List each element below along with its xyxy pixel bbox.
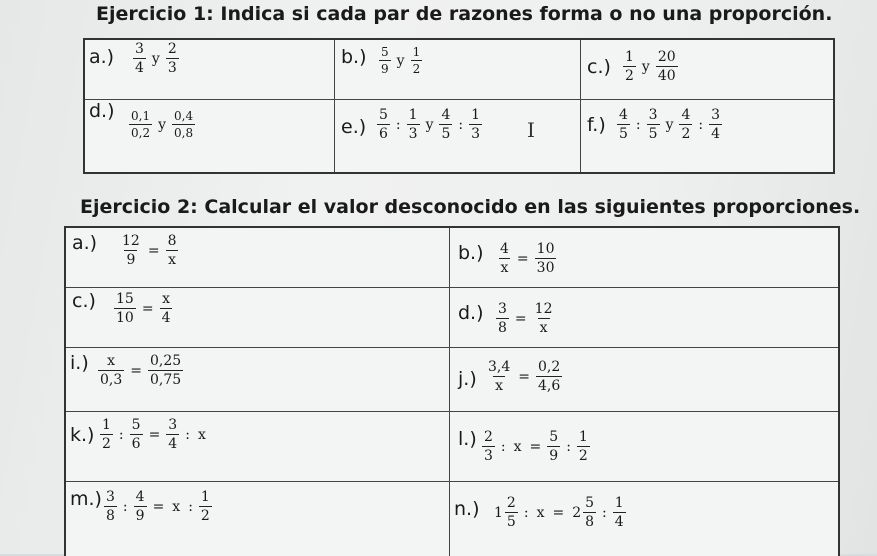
ratio-colon: : — [602, 504, 607, 521]
denominator: 5 — [506, 514, 516, 530]
equals-sign: = — [529, 438, 542, 455]
numerator: 12 — [122, 233, 140, 249]
ratio-colon: : — [188, 498, 193, 515]
unknown-x: x — [513, 438, 522, 455]
exercise-2-title: Ejercicio 2: Calcular el valor desconocido en las siguientes proporciones. — [80, 196, 861, 218]
ratio-colon: : — [458, 116, 464, 133]
numerator: 3 — [498, 301, 507, 317]
unknown-x: x — [536, 504, 545, 521]
proportion-n — [490, 496, 628, 529]
numerator: 15 — [116, 291, 134, 307]
denominator: 40 — [657, 68, 676, 84]
denominator: 2 — [412, 62, 421, 76]
ratio-colon: : — [500, 438, 506, 455]
numerator: 0,25 — [150, 353, 182, 369]
proportion-b — [496, 242, 558, 275]
numerator: 3 — [106, 489, 115, 505]
ratio-pair-e — [375, 108, 484, 141]
proportion-j — [484, 360, 564, 393]
proportion-a — [118, 234, 180, 267]
item-label: d.) — [458, 302, 484, 324]
denominator: x — [500, 260, 509, 276]
denominator: 4 — [614, 514, 624, 530]
ratio-colon: : — [635, 116, 641, 133]
numerator: 10 — [536, 241, 555, 257]
item-label: d.) — [89, 100, 115, 122]
numerator: 5 — [381, 45, 389, 59]
numerator: 4 — [441, 107, 451, 123]
proportion-l — [480, 430, 592, 463]
ratio-colon: : — [395, 116, 401, 133]
conjunction: y — [665, 116, 674, 133]
denominator: 4,6 — [538, 378, 561, 394]
denominator: 2 — [681, 126, 691, 142]
equals-sign: = — [148, 426, 161, 443]
denominator: x — [539, 320, 548, 336]
numerator: 1 — [578, 429, 588, 445]
exercise-1-title: Ejercicio 1: Indica si cada par de razones forma o no una proporción. — [96, 3, 833, 25]
equals-sign: = — [552, 504, 565, 521]
denominator: 6 — [131, 436, 141, 452]
cell-1b — [335, 40, 581, 100]
cell-1c — [581, 40, 833, 100]
ratio-pair-d — [127, 110, 197, 139]
ratio-colon: : — [185, 426, 190, 443]
ratio-pair-c — [621, 50, 680, 83]
numerator: 1 — [614, 495, 624, 511]
conjunction: y — [158, 116, 167, 133]
numerator: 8 — [167, 233, 177, 249]
item-label: l.) — [458, 428, 477, 450]
denominator: 2 — [578, 448, 588, 464]
numerator: 1 — [102, 417, 111, 433]
numerator: 0,2 — [538, 359, 561, 375]
numerator: x — [107, 353, 116, 369]
ratio-pair-f — [615, 108, 724, 141]
proportion-c — [112, 292, 174, 325]
proportion-d — [494, 302, 556, 335]
item-label: k.) — [70, 424, 95, 446]
numerator: 4 — [500, 241, 509, 257]
item-label: c.) — [72, 290, 96, 312]
proportion-i — [96, 354, 185, 387]
numerator: 5 — [549, 429, 559, 445]
numerator: 20 — [657, 49, 676, 65]
equals-sign: = — [518, 368, 530, 385]
numerator: x — [162, 291, 170, 307]
item-label: b.) — [458, 242, 484, 264]
numerator: 0,4 — [174, 109, 194, 123]
numerator: 1 — [412, 45, 421, 59]
denominator: 4 — [135, 60, 144, 76]
denominator: 9 — [549, 448, 559, 464]
denominator: 3 — [484, 448, 493, 464]
denominator: 2 — [625, 68, 634, 84]
item-label: e.) — [341, 116, 367, 138]
numerator: 1 — [200, 489, 210, 505]
numerator: 12 — [534, 301, 553, 317]
denominator: 2 — [102, 436, 111, 452]
numerator: 1 — [471, 107, 481, 123]
denominator: 0,75 — [150, 372, 182, 388]
item-label: b.) — [341, 46, 367, 68]
numerator: 3 — [135, 41, 144, 57]
denominator: 8 — [106, 508, 115, 524]
denominator: 3 — [471, 126, 481, 142]
equals-sign: = — [141, 300, 154, 317]
ratio-colon: : — [122, 498, 128, 515]
equals-sign: = — [516, 250, 529, 267]
denominator: x — [495, 378, 504, 394]
numerator: 0,1 — [131, 109, 151, 123]
item-label: a.) — [72, 232, 98, 254]
denominator: 5 — [441, 126, 451, 142]
equals-sign: = — [514, 310, 527, 327]
numerator: 5 — [379, 107, 388, 123]
numerator: 1 — [625, 49, 634, 65]
ratio-colon: : — [698, 116, 704, 133]
denominator: 8 — [585, 514, 595, 530]
numerator: 4 — [619, 107, 628, 123]
item-label: f.) — [587, 114, 606, 136]
numerator: 2 — [506, 495, 516, 511]
ratio-colon: : — [566, 438, 571, 455]
exercise-2-table — [64, 226, 840, 556]
unknown-x: x — [197, 426, 206, 443]
denominator: 3 — [167, 60, 177, 76]
conjunction: y — [425, 116, 434, 133]
proportion-m — [102, 490, 214, 523]
denominator: 2 — [200, 508, 210, 524]
denominator: 0,8 — [174, 126, 194, 140]
whole-number: 2 — [572, 504, 582, 521]
denominator: 5 — [619, 126, 628, 142]
denominator: 5 — [648, 126, 658, 142]
denominator: 4 — [711, 126, 721, 142]
equals-sign: = — [130, 362, 142, 379]
denominator: 30 — [536, 260, 555, 276]
text-cursor-icon: I — [527, 118, 535, 142]
denominator: 10 — [116, 310, 134, 326]
denominator: 0,3 — [100, 372, 123, 388]
equals-sign: = — [147, 242, 160, 259]
conjunction: y — [641, 58, 650, 75]
denominator: x — [168, 252, 176, 268]
proportion-k — [98, 418, 210, 451]
denominator: 9 — [135, 508, 145, 524]
ratio-colon: : — [523, 504, 529, 521]
item-label: c.) — [587, 56, 611, 78]
item-label: i.) — [70, 352, 89, 374]
numerator: 3 — [711, 107, 721, 123]
denominator: 9 — [126, 252, 136, 268]
denominator: 6 — [379, 126, 388, 142]
numerator: 5 — [131, 417, 141, 433]
exercise-1-table — [83, 38, 835, 174]
numerator: 5 — [585, 495, 595, 511]
conjunction: y — [151, 50, 160, 67]
ratio-pair-b — [377, 46, 424, 75]
numerator: 3 — [168, 417, 178, 433]
denominator: 0,2 — [131, 126, 151, 140]
denominator: 9 — [381, 62, 389, 76]
numerator: 2 — [484, 429, 493, 445]
equals-sign: = — [152, 498, 165, 515]
whole-number: 1 — [494, 504, 503, 521]
item-label: m.) — [70, 488, 102, 510]
unknown-x: x — [172, 498, 181, 515]
item-label: a.) — [89, 46, 115, 68]
cell-1d — [85, 100, 335, 172]
cell-1a — [85, 40, 335, 100]
numerator: 4 — [681, 107, 691, 123]
item-label: j.) — [458, 368, 477, 390]
denominator: 4 — [168, 436, 178, 452]
item-label: n.) — [454, 498, 480, 520]
denominator: 3 — [408, 126, 418, 142]
numerator: 3 — [648, 107, 658, 123]
ratio-pair-a — [131, 42, 181, 75]
numerator: 1 — [408, 107, 418, 123]
denominator: 8 — [498, 320, 507, 336]
numerator: 2 — [167, 41, 177, 57]
ratio-colon: : — [118, 426, 124, 443]
conjunction: y — [396, 52, 405, 69]
numerator: 3,4 — [488, 359, 511, 375]
denominator: 4 — [161, 310, 171, 326]
numerator: 4 — [135, 489, 145, 505]
